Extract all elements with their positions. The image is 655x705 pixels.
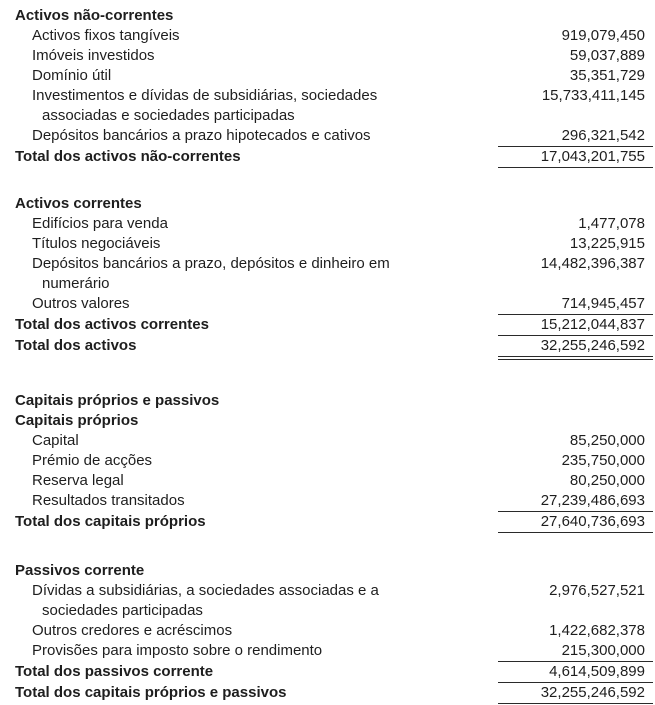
section-header-row [0, 6, 655, 26]
line-item-label: Outros valores [32, 295, 130, 312]
line-item-value: 919,079,450 [561, 27, 645, 44]
line-item-label: Títulos negociáveis [32, 235, 161, 252]
grand-total-row [0, 336, 655, 357]
line-item-row [0, 621, 655, 641]
total-row [0, 315, 655, 336]
line-item-row [0, 234, 655, 254]
line-item-value: 235,750,000 [561, 452, 645, 469]
section-header: Passivos corrente [15, 562, 145, 579]
total-label: Total dos capitais próprios [15, 513, 206, 530]
line-item-value: 35,351,729 [569, 67, 645, 84]
total-value: 15,212,044,837 [498, 315, 653, 336]
line-item-row [0, 451, 655, 471]
line-item-label-line2: associadas e sociedades participadas [42, 107, 295, 124]
line-item-label: Edifícios para venda [32, 215, 168, 232]
line-item-row [0, 431, 655, 451]
section-capitais-proprios [0, 391, 655, 533]
line-item-label-line1: Dívidas a subsidiárias, a sociedades associadas e a [32, 582, 379, 599]
line-item-label: Domínio útil [32, 67, 112, 84]
grand-total-value: 32,255,246,592 [498, 336, 653, 357]
section-header-row [0, 561, 655, 581]
line-item-row [0, 254, 655, 294]
line-item-value: 85,250,000 [569, 432, 645, 449]
line-item-label: Provisões para imposto sobre o rendimento [32, 642, 323, 659]
total-row [0, 147, 655, 168]
grand-total-label: Total dos capitais próprios e passivos [15, 684, 287, 701]
line-item-row [0, 581, 655, 621]
line-item-label-line1: Depósitos bancários a prazo, depósitos e dinheiro em [32, 255, 390, 272]
total-label: Total dos passivos corrente [15, 663, 214, 680]
line-item-value: 714,945,457 [498, 294, 653, 315]
line-item-value: 14,482,396,387 [540, 255, 645, 272]
total-value: 17,043,201,755 [498, 147, 653, 168]
line-item-value: 215,300,000 [498, 641, 653, 662]
total-label: Total dos activos não-correntes [15, 148, 241, 165]
total-value: 27,640,736,693 [498, 512, 653, 533]
line-item-row [0, 471, 655, 491]
line-item-row [0, 294, 655, 315]
line-item-label [15, 86, 498, 126]
line-item-label: Depósitos bancários a prazo hipotecados e cativos [32, 127, 371, 144]
line-item-row [0, 66, 655, 86]
grand-total-value: 32,255,246,592 [498, 683, 653, 704]
section-header: Capitais próprios e passivos [15, 392, 220, 409]
line-item-row [0, 86, 655, 126]
line-item-label: Activos fixos tangíveis [32, 27, 180, 44]
line-item-label: Prémio de acções [32, 452, 153, 469]
line-item-label-line1: Investimentos e dívidas de subsidiárias, sociedades [32, 87, 378, 104]
section-header: Activos não-correntes [15, 7, 174, 24]
line-item-value: 1,422,682,378 [549, 622, 645, 639]
line-item-row [0, 214, 655, 234]
line-item-row [0, 126, 655, 147]
line-item-value: 59,037,889 [569, 47, 645, 64]
line-item-label: Resultados transitados [32, 492, 185, 509]
total-label: Total dos activos correntes [15, 316, 209, 333]
line-item-label: Outros credores e acréscimos [32, 622, 233, 639]
line-item-label-line2: sociedades participadas [42, 602, 203, 619]
line-item-value: 296,321,542 [498, 126, 653, 147]
section-subheader: Capitais próprios [15, 412, 139, 429]
line-item-row [0, 26, 655, 46]
grand-total-row [0, 683, 655, 704]
line-item-label-line2: numerário [42, 275, 110, 292]
line-item-label: Capital [32, 432, 79, 449]
line-item-label: Imóveis investidos [32, 47, 155, 64]
line-item-row [0, 641, 655, 662]
total-row [0, 512, 655, 533]
section-activos-nao-correntes [0, 6, 655, 168]
line-item-value: 2,976,527,521 [549, 582, 645, 599]
line-item-row [0, 46, 655, 66]
line-item-value: 13,225,915 [569, 235, 645, 252]
line-item-label: Reserva legal [32, 472, 124, 489]
line-item-row [0, 491, 655, 512]
section-header: Activos correntes [15, 195, 142, 212]
section-subheader-row [0, 411, 655, 431]
section-header-row [0, 391, 655, 411]
line-item-value: 1,477,078 [578, 215, 645, 232]
line-item-label [15, 254, 498, 294]
line-item-value: 27,239,486,693 [498, 491, 653, 512]
section-header-row [0, 194, 655, 214]
total-row [0, 662, 655, 683]
section-passivos-corrente [0, 561, 655, 704]
line-item-value: 15,733,411,145 [541, 87, 645, 104]
line-item-label [15, 581, 498, 621]
total-value: 4,614,509,899 [498, 662, 653, 683]
line-item-value: 80,250,000 [569, 472, 645, 489]
grand-total-label: Total dos activos [15, 337, 137, 354]
section-activos-correntes [0, 194, 655, 357]
